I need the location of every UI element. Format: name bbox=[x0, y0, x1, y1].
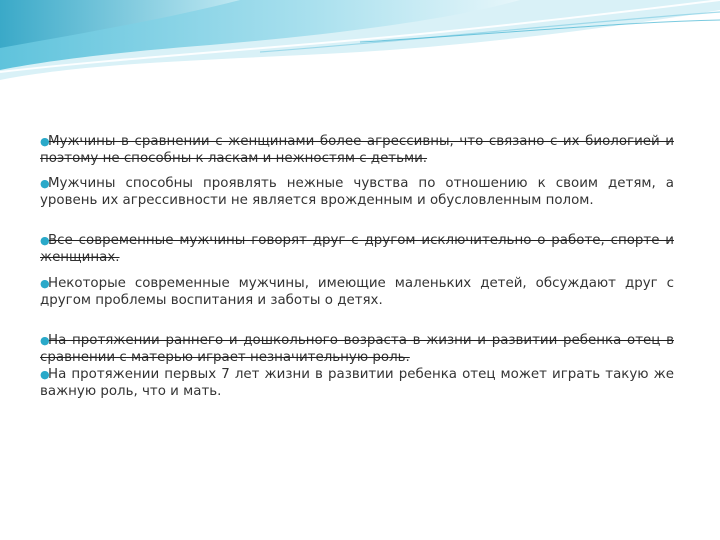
bullet-dot-icon: ● bbox=[40, 334, 50, 347]
list-item-text: Мужчины в сравнении с женщинами более агрессивны, что связано с их биологией и поэтому не способны к ласкам и нежностям с детьми. bbox=[40, 134, 674, 166]
bullet-dot-icon: ● bbox=[40, 234, 50, 247]
list-item-text: На протяжении первых 7 лет жизни в развитии ребенка отец может играть такую же важную роль, что и мать. bbox=[40, 367, 674, 399]
bullet-dot-icon: ● bbox=[40, 277, 50, 290]
list-item bbox=[40, 175, 674, 209]
bullet-list bbox=[40, 133, 674, 400]
list-item-text: Все современные мужчины говорят друг с другом исключительно о работе, спорте и женщинах. bbox=[40, 233, 674, 265]
bullet-dot-icon: ● bbox=[40, 135, 50, 148]
bullet-dot-icon: ● bbox=[40, 368, 50, 381]
bullet-dot-icon: ● bbox=[40, 177, 50, 190]
list-item bbox=[40, 275, 674, 309]
list-item bbox=[40, 232, 674, 266]
list-item bbox=[40, 332, 674, 366]
list-item-text: Некоторые современные мужчины, имеющие маленьких детей, обсуждают друг с другом проблемы воспитания и заботы о детях. bbox=[40, 276, 674, 308]
list-item bbox=[40, 366, 674, 400]
list-item-text: Мужчины способны проявлять нежные чувства по отношению к своим детям, а уровень их агрессивности не является врожденным и обусловленным полом. bbox=[40, 176, 674, 208]
list-item-text: На протяжении раннего и дошкольного возраста в жизни и развитии ребенка отец в сравнении с матерью играет незначительную роль. bbox=[40, 333, 674, 365]
list-item bbox=[40, 133, 674, 167]
